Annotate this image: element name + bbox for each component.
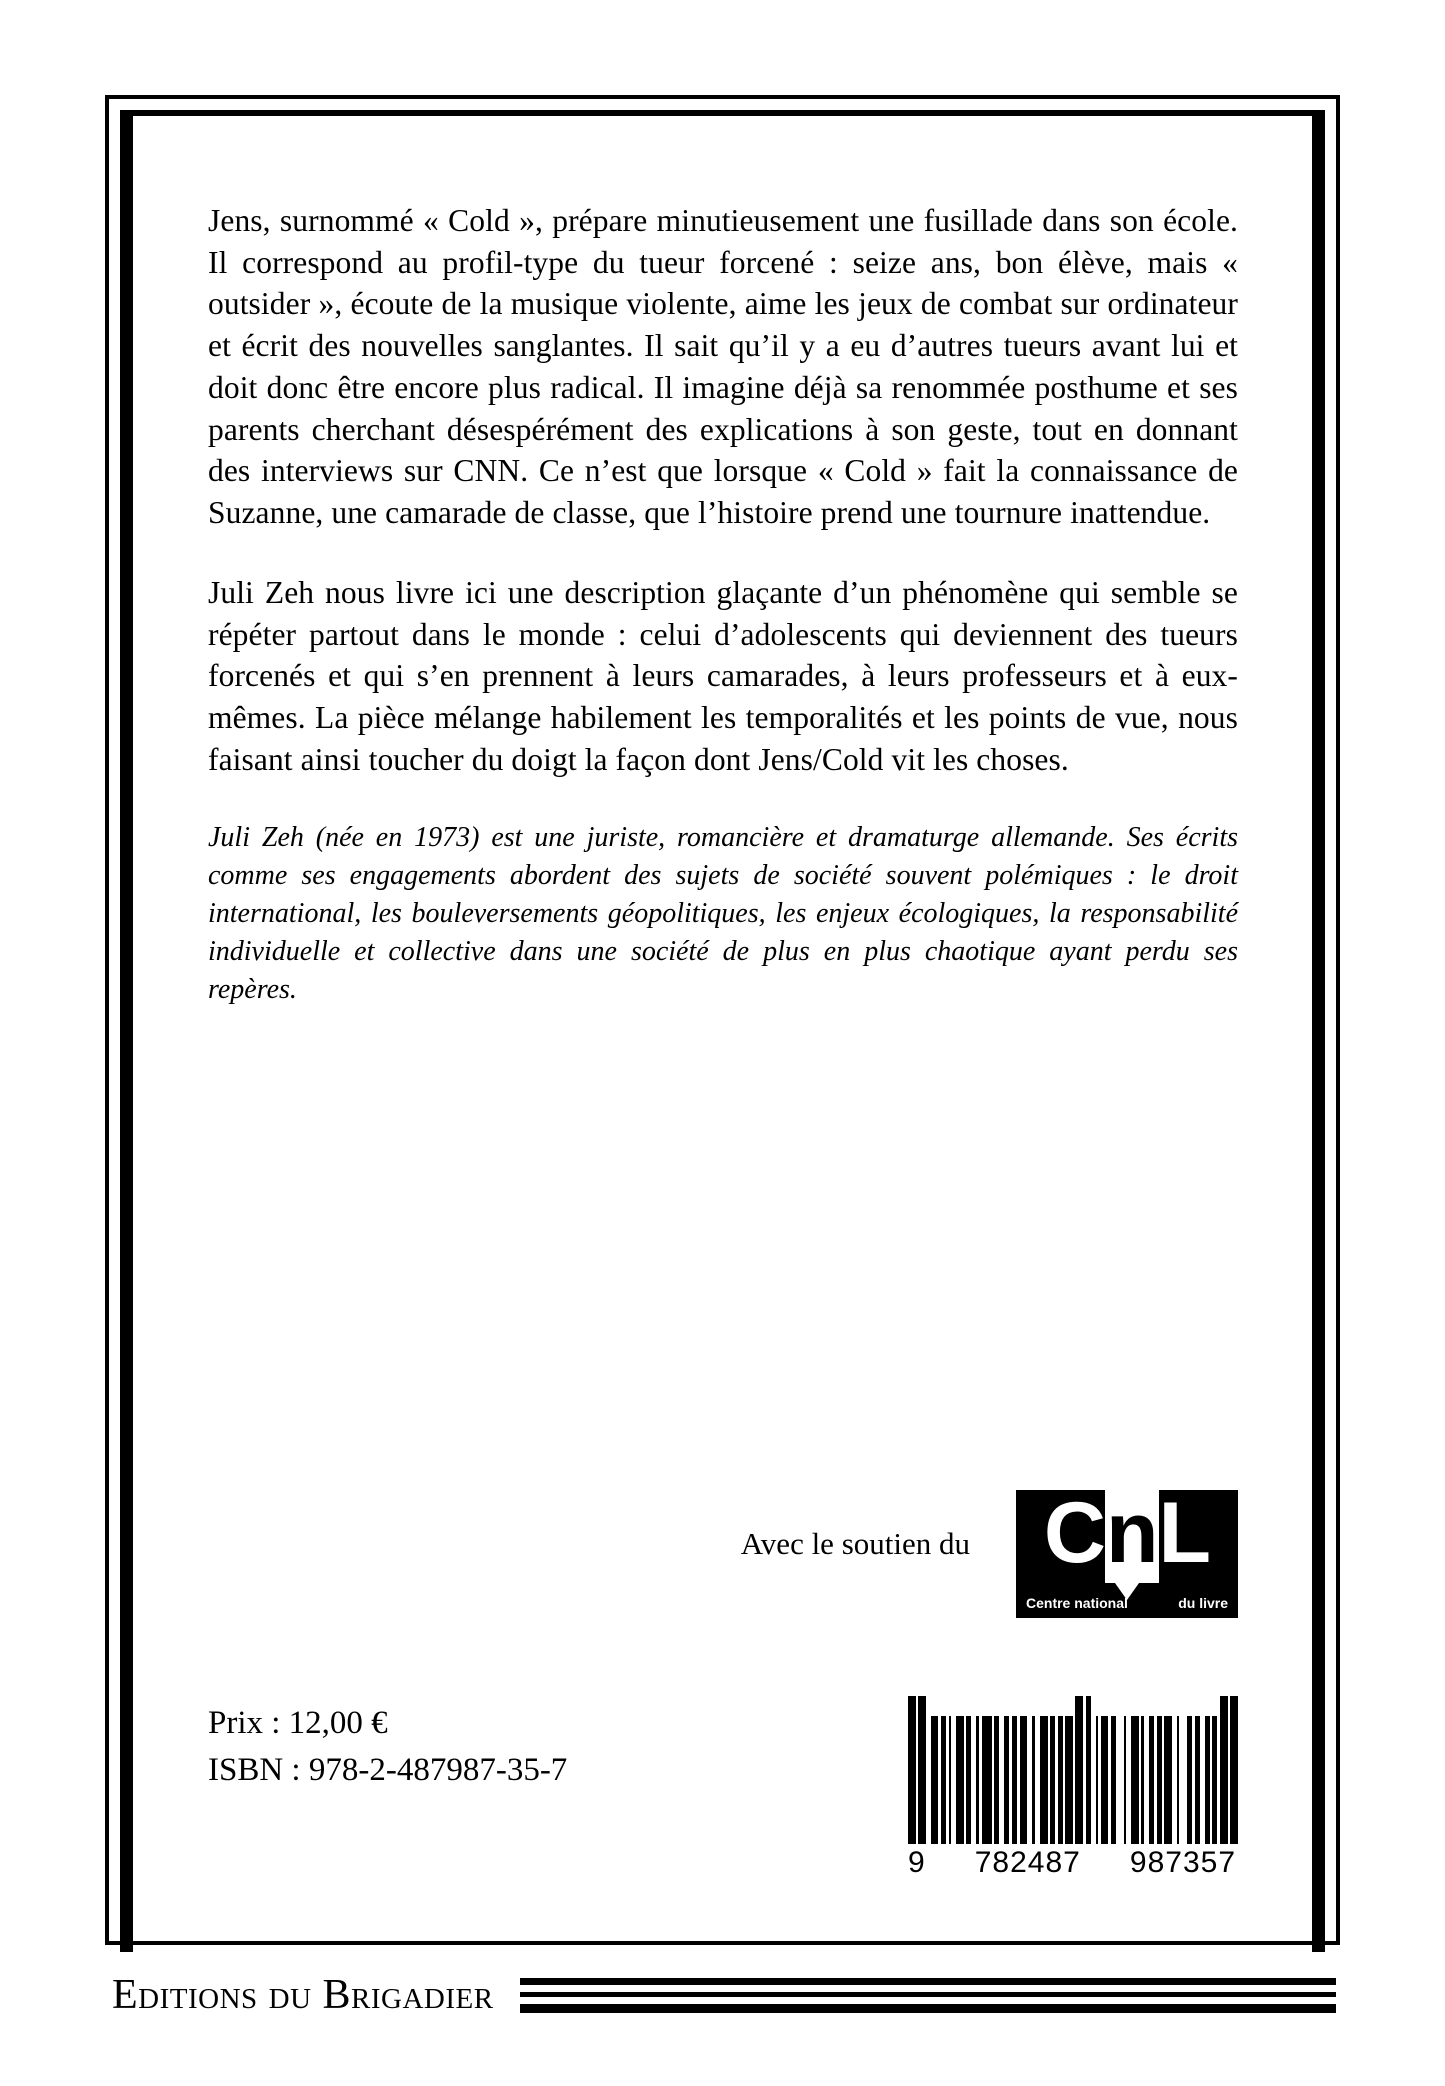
cnl-logo bbox=[1016, 1485, 1238, 1618]
cnl-letter-l: L bbox=[1158, 1485, 1211, 1581]
support-label: Avec le soutien du bbox=[740, 1526, 970, 1561]
footer-rule-1 bbox=[520, 1978, 1336, 1985]
cnl-subtitle-left: Centre national bbox=[1026, 1595, 1128, 1611]
synopsis-paragraph-1: Jens, surnommé « Cold », prépare minutieusement une fusillade dans son école. Il correspond au profil-type du tueur forcené : seize ans, bon élève, mais « outsider », écoute de la musique violente, aime les jeux de combat sur ordinateur et écrit des nouvelles sanglantes. Il sait qu’il y a eu d’autres tueurs avant lui et doit donc être encore plus radical. Il imagine déjà sa renommée posthume et ses parents cherchant désespérément des explications à son geste, tout en donnant des interviews sur CNN. Ce n’est que lorsque « Cold » fait la connaissance de Suzanne, une camarade de classe, que l’histoire prend une tournure inattendue. bbox=[208, 203, 1238, 531]
cnl-letter-n: n bbox=[1106, 1485, 1158, 1581]
footer-rule-2 bbox=[520, 1992, 1336, 1997]
cnl-logo-subtitle bbox=[1016, 1595, 1238, 1611]
barcode-bars bbox=[908, 1696, 1238, 1844]
cover-text-content bbox=[208, 200, 1238, 1009]
barcode bbox=[908, 1696, 1238, 1880]
footer-rules bbox=[520, 1978, 1336, 2013]
isbn-line: ISBN : 978-2-487987-35-7 bbox=[208, 1751, 568, 1788]
barcode-digits-group-1: 782487 bbox=[974, 1846, 1081, 1879]
barcode-digits bbox=[908, 1846, 1238, 1880]
author-bio-paragraph: Juli Zeh (née en 1973) est une juriste, romancière et dramaturge allemande. Ses écrits comme ses engagements abordent des sujets de société souvent polémiques : le droit international, les bouleversements géopolitiques, les enjeux écologiques, la responsabilité individuelle et collective dans une société de plus en plus chaotique ayant perdu ses repères. bbox=[208, 821, 1238, 1005]
barcode-digits-group-2: 987357 bbox=[1129, 1846, 1236, 1879]
cnl-subtitle-right: du livre bbox=[1178, 1595, 1228, 1611]
footer-rule-3 bbox=[520, 2004, 1336, 2013]
price-line: Prix : 12,00 € bbox=[208, 1705, 388, 1741]
price-isbn-block bbox=[208, 1700, 567, 1794]
publisher-footer bbox=[112, 1955, 1340, 2035]
cnl-letter-c: C bbox=[1043, 1485, 1105, 1581]
support-row bbox=[208, 1485, 1238, 1630]
publisher-name: Editions du Brigadier bbox=[112, 1972, 494, 2018]
cnl-logo-letters bbox=[1016, 1484, 1238, 1583]
synopsis-paragraph-2: Juli Zeh nous livre ici une description glaçante d’un phénomène qui semble se répéter partout dans le monde : celui d’adolescents qui deviennent des tueurs forcenés et qui s’en prennent à leurs camarades, à leurs professeurs et à eux-mêmes. La pièce mélange habilement les temporalités et les points de vue, nous faisant ainsi toucher du doigt la façon dont Jens/Cold vit les choses. bbox=[208, 574, 1238, 777]
barcode-digit-left: 9 bbox=[908, 1846, 926, 1879]
